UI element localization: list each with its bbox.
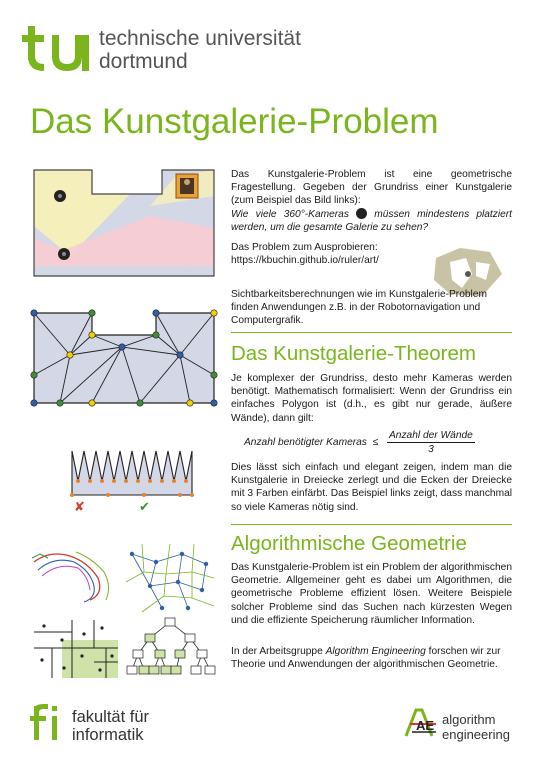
theorem-formula xyxy=(244,430,512,455)
group-logo-name: algorithm engineering xyxy=(442,712,510,742)
section-divider xyxy=(231,332,512,333)
painting-icon xyxy=(176,174,198,198)
correct-mark-icon: ✔ xyxy=(139,499,150,514)
question-part-1: Wie viele 360°-Kameras xyxy=(231,208,349,220)
applications-text: Sichtbarkeitsberechnungen wie im Kunstgalerie-Problem finden Anwendungen z.B. in der Robotornavigation und Computergrafik. xyxy=(231,289,487,327)
formula-operator: ≤ xyxy=(372,437,379,449)
wrong-mark-icon: ✘ xyxy=(74,499,85,514)
university-line-1: technische universität xyxy=(99,27,301,50)
theorem-heading: Das Kunstgalerie-Theorem xyxy=(231,342,476,365)
trajectory-figure xyxy=(30,542,120,606)
try-label: Das Problem zum Ausprobieren: xyxy=(231,242,378,254)
page-title: Das Kunstgalerie-Problem xyxy=(30,102,439,141)
section-divider xyxy=(231,524,512,525)
try-url-link[interactable]: https://kbuchin.github.io/ruler/art/ xyxy=(231,255,379,267)
algo-heading: Algorithmische Geometrie xyxy=(231,532,467,555)
formula-fraction xyxy=(387,430,475,455)
tree-figure xyxy=(124,616,218,682)
formula-numerator: Anzahl der Wände xyxy=(389,430,473,441)
ae-logo-text: AE xyxy=(416,718,435,733)
group-name: Algorithm Engineering xyxy=(325,646,426,657)
camera-icon xyxy=(356,208,367,219)
formula-denominator: 3 xyxy=(428,444,434,455)
faculty-name: fakultät für informatik xyxy=(72,708,150,744)
voronoi-figure xyxy=(122,542,218,614)
algo-text: Das Kunstgalerie-Problem ist ein Problem der algorithmischen Geometrie. Allgemeiner geht es dabei um Algorithmen, die geometrische Probleme effizient lösen. Weitere Beispiele solcher Probleme sind das Suchen nach kürzesten Wegen und die effiziente Speicherung räumlicher Information. xyxy=(231,562,512,626)
fi-logo-icon xyxy=(30,704,68,742)
intro-text: Das Kunstgalerie-Problem ist eine geometrische Fragestellung. Gegeben der Grundriss einer Kunstgalerie (zum Beispiel das Bild links): Wie viele 360°-Kameras müssen mindestens platziert werden, um die gesamte Galerie zu sehen? xyxy=(231,169,512,233)
question-part-2: müssen mindestens platziert werden, um die gesamte Galerie zu sehen? xyxy=(231,208,512,233)
formula-left: Anzahl benötigter Kameras xyxy=(244,437,367,449)
ae-logo-icon xyxy=(404,706,438,740)
triangulation-figure xyxy=(30,305,218,411)
algo-text-2: In der Arbeitsgruppe Algorithm Engineering forschen wir zur Theorie und Anwendungen der algorithmischen Geometrie. xyxy=(231,646,501,671)
gallery-floorplan-figure xyxy=(30,166,218,280)
theorem-text: Je komplexer der Grundriss, desto mehr Kameras werden benötigt. Mathematisch formalisiert: Wenn der Grundriss ein einfaches Polygon ist (d.h., es gibt nur gerade, äußere Wände), dann gilt: xyxy=(231,373,512,424)
tu-logo-icon xyxy=(22,26,94,72)
kd-tree-figure xyxy=(32,616,120,682)
comb-polygon-figure xyxy=(68,447,196,513)
theorem-text-2: Dies lässt sich einfach und elegant zeigen, indem man die Kunstgalerie in Dreiecke zerlegt und die Ecken der Dreiecke mit 3 Farben einfärbt. Das Beispiel links zeigt, dass manchmal so viele Kameras nötig sind. xyxy=(231,462,512,513)
university-line-2: dortmund xyxy=(99,50,188,73)
university-name xyxy=(99,27,301,73)
